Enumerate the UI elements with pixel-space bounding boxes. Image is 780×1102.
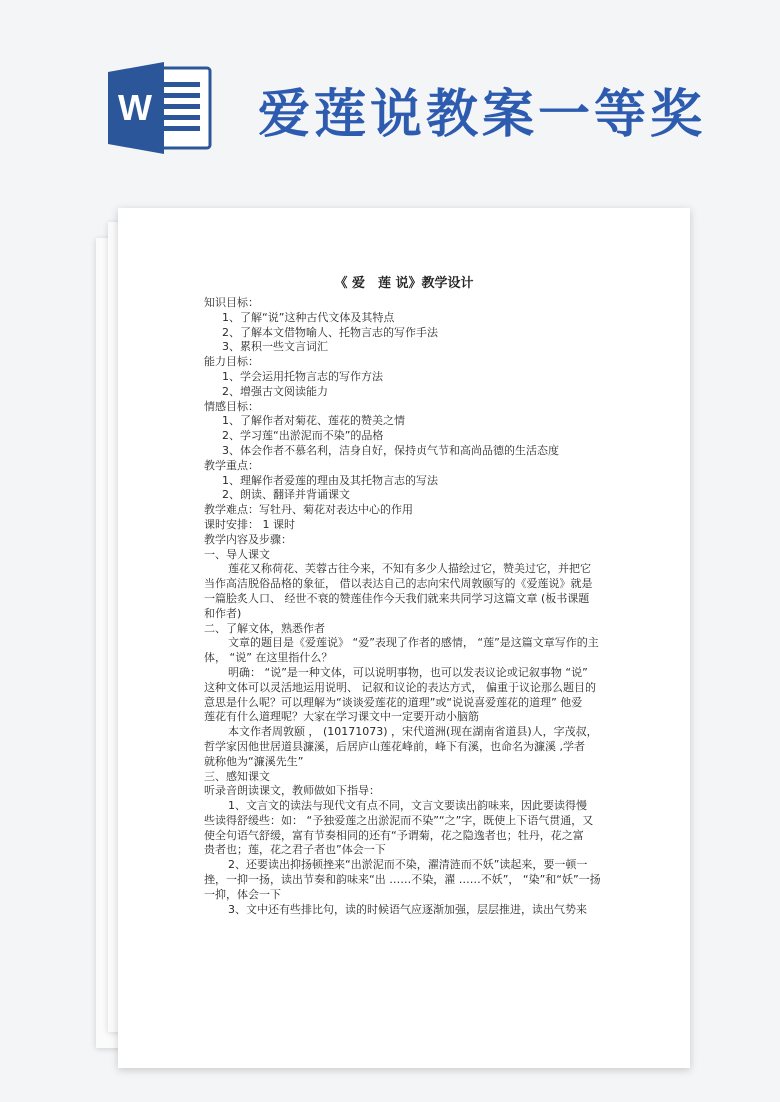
document-line: 意思是什么呢？可以理解为“谈谈爱莲花的道理”或“说说喜爱莲花的道理” 他爱	[204, 695, 583, 709]
document-line: 当作高洁脱俗品格的象征， 借以表达自己的志向宋代周敦颐写的《爱莲说》就是	[204, 577, 593, 591]
document-line: 体， “说” 在这里指什么？	[204, 651, 333, 665]
document-line: 知识目标：	[204, 296, 259, 309]
page-title: 爱莲说教案一等奖	[258, 84, 707, 145]
document-line: 听录音朗读课文，教师做如下指导：	[204, 784, 380, 798]
document-line: 2、还要读出抑扬顿挫来“出淤泥而不染，濯清涟而不妖”读起来，要一顿一	[228, 858, 588, 872]
document-line: 2、了解本文借物喻人、托物言志的写作手法	[222, 325, 438, 339]
word-logo-icon	[108, 62, 212, 154]
document-line: 和作者)	[204, 606, 242, 620]
document-line: 教学内容及步骤：	[204, 532, 292, 546]
document-line: 哲学家因他世居道县濂溪，后居庐山莲花峰前，峰下有溪，也命名为濂溪 ,学者	[204, 739, 585, 753]
document-line: 就称他为“濂溪先生”	[204, 754, 304, 768]
svg-text:W: W	[118, 87, 152, 128]
document-line: 2、增强古文阅读能力	[222, 384, 328, 398]
document-line: 贵者也；莲，花之君子者也”体会一下	[204, 843, 386, 857]
document-line: 1、了解“说”这种古代文体及其特点	[222, 310, 395, 324]
header	[0, 0, 780, 200]
document-line: 些读得舒缓些：如： “予独爱莲之出淤泥而不染”“之”字，既使上下语气贯通，又	[204, 813, 594, 827]
document-page	[118, 208, 690, 1068]
document-line: 1、学会运用托物言志的写作方法	[222, 369, 383, 383]
document-line: 情感目标：	[204, 399, 259, 413]
document-line: 使全句语气舒缓，富有节奏相同的还有“予谓菊，花之隐逸者也；牡丹，花之富	[204, 828, 584, 842]
document-line: 3、体会作者不慕名利，洁身自好，保持贞气节和高尚品德的生活态度	[222, 443, 559, 457]
document-line: 教学难点：写牡丹、菊花对表达中心的作用	[204, 503, 413, 517]
document-line: 1、了解作者对菊花、莲花的赞美之情	[222, 414, 405, 428]
document-line: 教学重点：	[204, 458, 259, 472]
document-line: 2、朗读、翻译并背诵课文	[222, 488, 350, 502]
document-line: 一抑，体会一下	[204, 887, 281, 901]
document-line: 3、文中还有些排比句，读的时候语气应逐渐加强，层层推进，读出气势来	[228, 902, 587, 916]
document-line: 挫，一抑一扬，读出节奏和韵味来“出 ……不染，濯 ……不妖”， “染”和“妖”一扬	[204, 873, 601, 887]
document-line: 1、理解作者爱莲的理由及其托物言志的写法	[222, 473, 438, 487]
document-line: 文章的题目是《爱莲说》 “爱”表现了作者的感情， “莲”是这篇文章写作的主	[228, 636, 599, 650]
document-line: 一、导人课文	[204, 547, 270, 561]
document-line: 莲花又称荷花、芙蓉古往今来，不知有多少人描绘过它，赞美过它，并把它	[228, 562, 591, 576]
document-line: 二、了解文体，熟悉作者	[204, 621, 325, 635]
document-line: 能力目标：	[204, 355, 259, 369]
document-line: 2、学习莲“出淤泥而不染”的品格	[222, 429, 384, 443]
document-line: 本文作者周敦颐 ， (10171073) ，宋代道洲(现在湖南省道县)人，字茂叔，	[228, 725, 598, 739]
document-line: 这种文体可以灵活地运用说明、 记叙和议论的表达方式， 偏重于议论那么题目的	[204, 680, 596, 694]
document-line: 三、感知课文	[204, 769, 270, 783]
document-line: 莲花有什么道理呢？大家在学习课文中一定要开动小脑筋	[204, 710, 479, 724]
document-line: 3、累积一些文言词汇	[222, 340, 328, 354]
document-line: 课时安排： 1 课时	[204, 517, 295, 531]
document-line: 明确： “说”是一种文体，可以说明事物，也可以发表议论或记叙事物 “说”	[228, 665, 588, 679]
document-line: 一篇脍炙人口、 经世不衰的赞莲佳作今天我们就来共同学习这篇文章 (板书课题	[204, 591, 590, 605]
document-body	[204, 296, 604, 917]
document-line: 1、文言文的读法与现代文有点不同，文言文要读出韵味来，因此要读得慢	[228, 799, 587, 813]
document-title: 《 爱 莲 说》教学设计	[334, 276, 474, 291]
